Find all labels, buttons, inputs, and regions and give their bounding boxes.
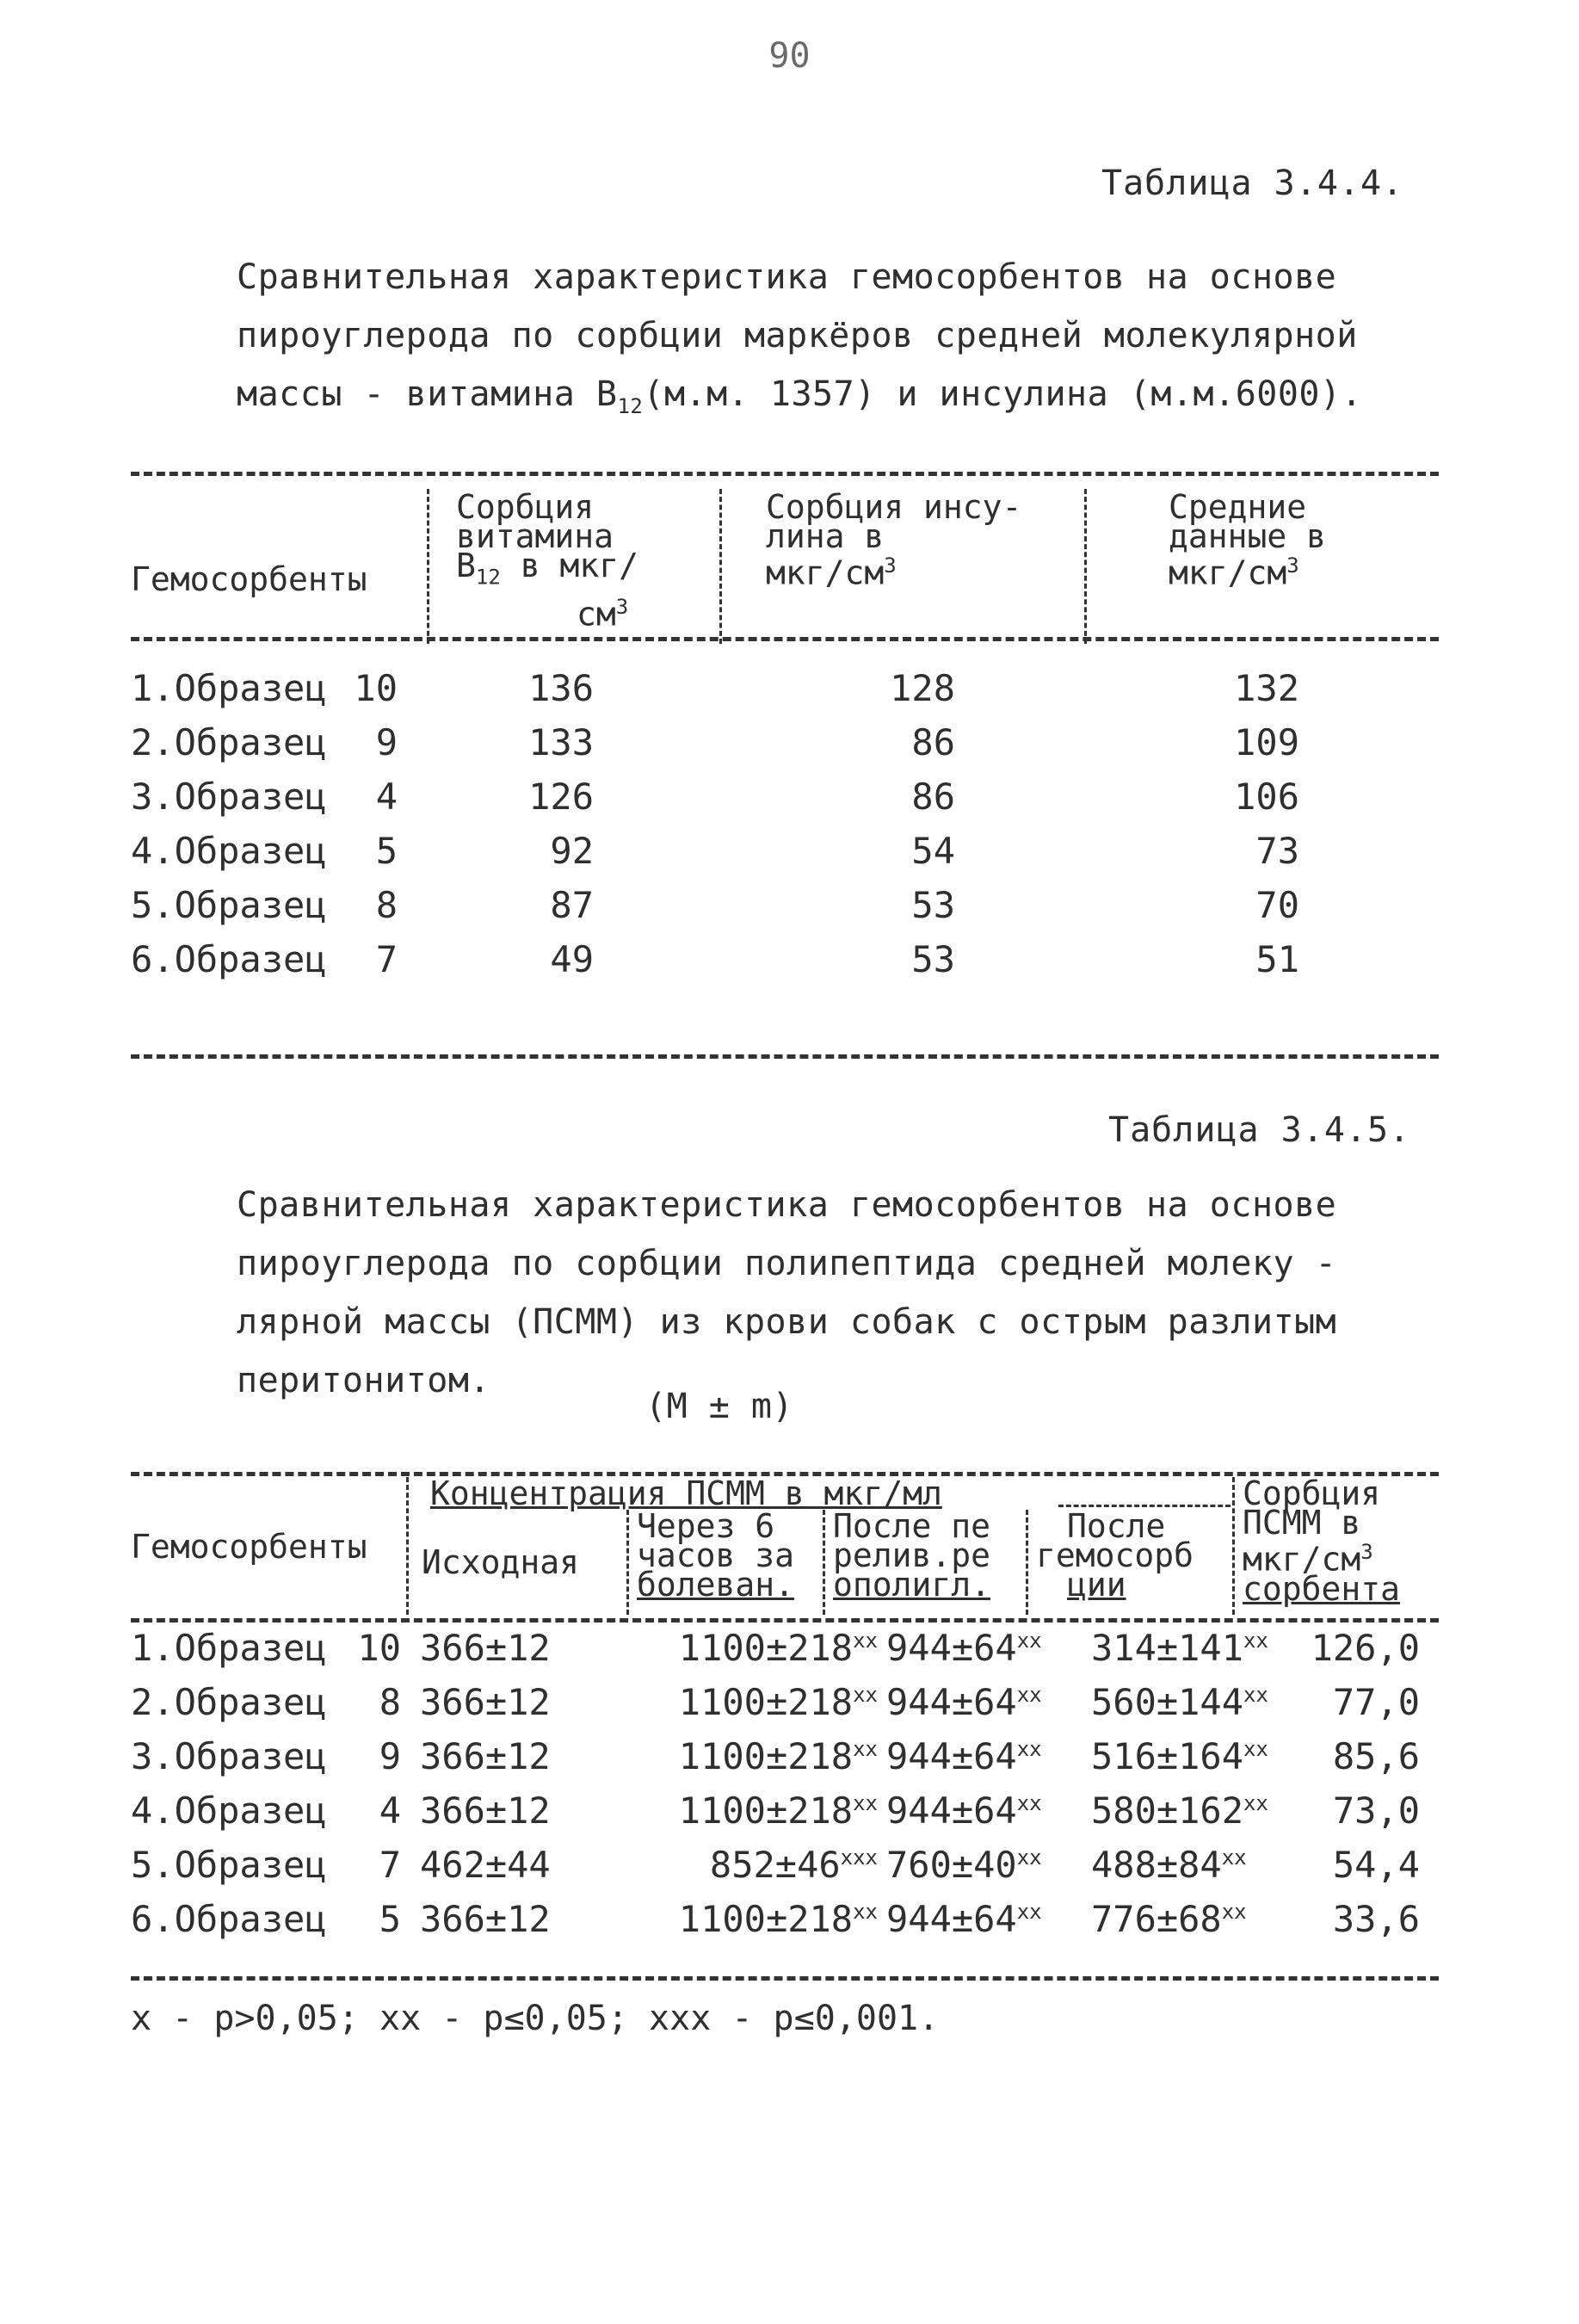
cell-after-reopoly xyxy=(886,1681,1042,1723)
row-sample-number xyxy=(344,1898,401,1940)
cell-sorption-text: 33,6 xyxy=(1332,1898,1420,1940)
cell-after-hemosorption xyxy=(1091,1681,1268,1723)
cell-after-6h xyxy=(602,1844,878,1886)
cell-mean xyxy=(1187,830,1299,872)
cell-after-6h xyxy=(602,1627,878,1669)
cell-initial-text: 366±12 xyxy=(420,1627,551,1669)
header-text: мкг/см xyxy=(766,553,885,592)
cell-after-hemosorption-text: 560±144 xyxy=(1091,1681,1244,1723)
row-sample-number-text: 10 xyxy=(357,1627,401,1669)
cell-after-6h-text: 1100±218 xyxy=(678,1898,854,1940)
cell-after-6h-significance: xxx xyxy=(840,1845,878,1870)
header-line: сорбента xyxy=(1243,1569,1401,1608)
table2-formula: (M ± m) xyxy=(645,1387,794,1426)
table2-label: Таблица 3.4.5. xyxy=(1108,1110,1411,1150)
caption-line: лярной массы (ПСММ) из крови собак с острым разлитым xyxy=(237,1302,1337,1342)
table2-bottom-rule xyxy=(131,1976,1439,1981)
cell-after-6h-significance: xx xyxy=(853,1683,878,1707)
header-line: часов за xyxy=(637,1536,795,1574)
table1-caption xyxy=(237,248,1362,436)
row-sample-name-text: 4.Образец xyxy=(131,1789,327,1832)
cell-vitamin-sorption xyxy=(482,884,594,926)
table2-header-initial: Исходная xyxy=(422,1543,580,1581)
header-line: ПСММ в xyxy=(1243,1504,1361,1542)
cell-after-hemosorption-text: 314±141 xyxy=(1091,1627,1244,1669)
cell-mean xyxy=(1187,667,1299,709)
column-divider xyxy=(1084,489,1087,644)
row-sample-number-text: 9 xyxy=(375,721,398,763)
table2-caption xyxy=(237,1176,1336,1410)
cell-after-reopoly-significance: xx xyxy=(1016,1900,1042,1924)
cell-after-6h-text: 1100±218 xyxy=(678,1627,854,1669)
header-text: мкг/см xyxy=(1243,1540,1361,1579)
cell-mean-text: 109 xyxy=(1234,721,1299,763)
row-sample-number-text: 4 xyxy=(379,1789,401,1832)
cell-vitamin-sorption xyxy=(482,938,594,980)
row-sample-number-text: 8 xyxy=(379,1681,401,1723)
row-sample-number-text: 8 xyxy=(375,884,398,926)
cell-after-6h xyxy=(602,1789,878,1832)
row-sample-name-text: 1.Образец xyxy=(131,667,327,709)
table1-label: Таблица 3.4.4. xyxy=(1101,164,1404,203)
caption-line: пироуглерода по сорбции полипептида средней молеку - xyxy=(237,1244,1337,1283)
cell-after-6h-significance: xx xyxy=(853,1737,878,1761)
header-line: ции xyxy=(1067,1566,1126,1604)
header-line: витамина xyxy=(456,517,614,555)
header-superscript: 3 xyxy=(1286,553,1299,578)
cell-after-reopoly xyxy=(886,1627,1042,1669)
row-sample-name xyxy=(131,667,327,709)
row-sample-number xyxy=(344,1844,401,1886)
column-divider xyxy=(1232,1477,1235,1615)
caption-text: (м.м. 1357) и инсулина (м.м.6000). xyxy=(643,374,1363,414)
cell-mean xyxy=(1187,721,1299,763)
header-line: Сорбция инсу- xyxy=(766,488,1022,526)
header-line: После xyxy=(1067,1507,1166,1545)
cell-insulin-sorption-text: 128 xyxy=(890,667,955,709)
cell-after-hemosorption-text: 516±164 xyxy=(1091,1735,1244,1777)
header-line: гемосорб xyxy=(1036,1536,1194,1574)
row-sample-number xyxy=(344,1681,401,1723)
cell-after-hemosorption-significance: xx xyxy=(1243,1737,1268,1761)
header-superscript: 3 xyxy=(1360,1540,1373,1564)
header-line: После пе xyxy=(833,1507,991,1545)
cell-vitamin-sorption-text: 133 xyxy=(528,721,594,763)
row-sample-name-text: 5.Образец xyxy=(131,1844,327,1886)
row-sample-name-text: 5.Образец xyxy=(131,884,327,926)
column-divider xyxy=(823,1510,825,1615)
header-line: Сорбция xyxy=(456,488,595,526)
cell-sorption-text: 77,0 xyxy=(1332,1681,1420,1723)
table2-header-sorption xyxy=(1243,1474,1401,1608)
header-line: Сорбция xyxy=(1243,1474,1381,1512)
cell-after-reopoly-text: 944±64 xyxy=(886,1627,1017,1669)
header-line: Средние xyxy=(1169,488,1307,526)
table2-header-reopoly xyxy=(833,1507,991,1604)
cell-after-hemosorption-text: 580±162 xyxy=(1091,1789,1244,1832)
row-sample-number-text: 5 xyxy=(379,1898,401,1940)
caption-line: перитонитом. xyxy=(237,1361,490,1400)
cell-sorption-text: 126,0 xyxy=(1311,1627,1420,1669)
cell-initial xyxy=(420,1898,551,1940)
cell-sorption xyxy=(1291,1627,1420,1669)
cell-initial xyxy=(420,1844,551,1886)
cell-vitamin-sorption-text: 126 xyxy=(528,776,594,818)
header-line xyxy=(1243,1537,1400,1579)
cell-insulin-sorption-text: 54 xyxy=(911,830,955,872)
cell-initial-text: 366±12 xyxy=(420,1789,551,1832)
row-sample-name xyxy=(131,776,327,818)
row-sample-name xyxy=(131,1735,327,1777)
cell-insulin-sorption-text: 53 xyxy=(911,938,955,980)
cell-after-hemosorption xyxy=(1091,1735,1268,1777)
cell-mean-text: 106 xyxy=(1234,776,1299,818)
cell-vitamin-sorption-text: 136 xyxy=(528,667,594,709)
row-sample-name-text: 2.Образец xyxy=(131,1681,327,1723)
table2-header-group: Концентрация ПСММ в мкг/мл xyxy=(430,1474,942,1512)
header-superscript: 3 xyxy=(615,594,629,619)
row-sample-name xyxy=(131,1627,327,1669)
cell-insulin-sorption-text: 86 xyxy=(911,776,955,818)
cell-sorption xyxy=(1291,1898,1420,1940)
cell-insulin-sorption-text: 53 xyxy=(911,884,955,926)
cell-after-6h xyxy=(602,1898,878,1940)
row-sample-number xyxy=(344,1789,401,1832)
header-line xyxy=(456,547,638,592)
header-line: лина в xyxy=(766,517,885,555)
cell-sorption-text: 73,0 xyxy=(1332,1789,1420,1832)
cell-vitamin-sorption-text: 49 xyxy=(550,938,594,980)
table1-bottom-rule xyxy=(131,1054,1439,1059)
row-sample-number-text: 4 xyxy=(375,776,398,818)
row-sample-number-text: 7 xyxy=(375,938,398,980)
row-sample-number-text: 10 xyxy=(354,667,398,709)
caption-line xyxy=(237,365,1362,436)
cell-after-6h-significance: xx xyxy=(853,1791,878,1815)
cell-initial xyxy=(420,1681,551,1723)
row-sample-name-text: 3.Образец xyxy=(131,776,327,818)
caption-line: пироуглерода по сорбции маркёров средней молекулярной xyxy=(237,316,1358,355)
row-sample-name xyxy=(131,830,327,872)
cell-mean-text: 73 xyxy=(1255,830,1299,872)
row-sample-number xyxy=(336,884,398,926)
cell-vitamin-sorption xyxy=(482,721,594,763)
cell-after-hemosorption-text: 488±84 xyxy=(1091,1844,1222,1886)
table1-top-rule xyxy=(131,472,1439,476)
column-divider xyxy=(406,1477,409,1615)
cell-after-hemosorption xyxy=(1091,1898,1247,1940)
column-divider xyxy=(719,489,722,644)
cell-sorption xyxy=(1291,1735,1420,1777)
cell-initial-text: 366±12 xyxy=(420,1735,551,1777)
cell-vitamin-sorption xyxy=(482,667,594,709)
cell-sorption-text: 54,4 xyxy=(1332,1844,1420,1886)
header-line: Через 6 xyxy=(637,1507,775,1545)
cell-vitamin-sorption xyxy=(482,776,594,818)
column-divider xyxy=(427,489,429,644)
cell-insulin-sorption xyxy=(843,884,955,926)
row-sample-number xyxy=(336,830,398,872)
cell-after-hemosorption xyxy=(1091,1627,1268,1669)
row-sample-name xyxy=(131,1844,327,1886)
cell-initial-text: 366±12 xyxy=(420,1681,551,1723)
row-sample-name-text: 3.Образец xyxy=(131,1735,327,1777)
row-sample-number xyxy=(336,667,398,709)
cell-after-6h-text: 1100±218 xyxy=(678,1789,854,1832)
cell-after-6h-text: 1100±218 xyxy=(678,1735,854,1777)
row-sample-name-text: 2.Образец xyxy=(131,721,327,763)
cell-after-hemosorption-significance: xx xyxy=(1243,1683,1268,1707)
cell-after-6h-text: 1100±218 xyxy=(678,1681,854,1723)
row-sample-number-text: 9 xyxy=(379,1735,401,1777)
cell-after-6h xyxy=(602,1681,878,1723)
table1-header-col4 xyxy=(1169,488,1327,592)
header-text: см xyxy=(577,595,616,634)
cell-after-reopoly-text: 944±64 xyxy=(886,1898,1017,1940)
cell-mean xyxy=(1187,884,1299,926)
caption-subscript: 12 xyxy=(617,394,644,418)
cell-after-hemosorption-text: 776±68 xyxy=(1091,1898,1222,1940)
header-line xyxy=(766,551,1021,592)
row-sample-number xyxy=(336,938,398,980)
cell-sorption-text: 85,6 xyxy=(1332,1735,1420,1777)
cell-sorption xyxy=(1291,1681,1420,1723)
table1-header-col2 xyxy=(456,488,638,634)
cell-after-reopoly-text: 944±64 xyxy=(886,1735,1017,1777)
header-line xyxy=(1169,551,1326,592)
cell-sorption xyxy=(1291,1789,1420,1832)
row-sample-number-text: 7 xyxy=(379,1844,401,1886)
cell-vitamin-sorption-text: 87 xyxy=(550,884,594,926)
cell-after-reopoly-significance: xx xyxy=(1016,1629,1042,1653)
header-subscript: 12 xyxy=(475,565,501,590)
cell-insulin-sorption xyxy=(843,667,955,709)
cell-after-reopoly xyxy=(886,1898,1042,1940)
row-sample-name-text: 6.Образец xyxy=(131,938,327,980)
cell-initial xyxy=(420,1789,551,1832)
cell-insulin-sorption xyxy=(843,721,955,763)
cell-after-6h-significance: xx xyxy=(853,1900,878,1924)
cell-after-hemosorption-significance: xx xyxy=(1221,1900,1247,1924)
cell-after-hemosorption xyxy=(1091,1789,1268,1832)
header-line: данные в xyxy=(1169,517,1327,555)
row-sample-name-text: 4.Образец xyxy=(131,830,327,872)
row-sample-name xyxy=(131,938,327,980)
cell-insulin-sorption xyxy=(843,938,955,980)
row-sample-name xyxy=(131,1789,327,1832)
row-sample-number xyxy=(344,1627,401,1669)
cell-after-hemosorption xyxy=(1091,1844,1247,1886)
caption-line: Сравнительная характеристика гемосорбентов на основе xyxy=(237,1185,1337,1225)
cell-initial-text: 366±12 xyxy=(420,1898,551,1940)
cell-vitamin-sorption-text: 92 xyxy=(550,830,594,872)
row-sample-name xyxy=(131,721,327,763)
header-line: болеван. xyxy=(637,1566,795,1604)
table1-header-rule xyxy=(131,637,1439,641)
cell-after-reopoly-text: 944±64 xyxy=(886,1789,1017,1832)
cell-after-hemosorption-significance: xx xyxy=(1221,1845,1247,1870)
row-sample-number xyxy=(336,721,398,763)
cell-insulin-sorption xyxy=(843,776,955,818)
cell-after-6h xyxy=(602,1735,878,1777)
page-number: 90 xyxy=(768,36,811,76)
header-superscript: 3 xyxy=(884,553,897,578)
header-line: ополигл. xyxy=(833,1566,991,1604)
cell-after-reopoly-significance: xx xyxy=(1016,1791,1042,1815)
row-sample-name xyxy=(131,1681,327,1723)
cell-after-6h-significance: xx xyxy=(853,1629,878,1653)
cell-mean-text: 51 xyxy=(1255,938,1299,980)
table2-header-col1: Гемосорбенты xyxy=(131,1528,367,1566)
header-text: мкг/см xyxy=(1169,553,1287,592)
row-sample-number xyxy=(344,1735,401,1777)
cell-mean xyxy=(1187,776,1299,818)
caption-line: Сравнительная характеристика гемосорбентов на основе xyxy=(237,257,1337,297)
cell-sorption xyxy=(1291,1844,1420,1886)
column-divider xyxy=(1026,1510,1028,1615)
cell-after-hemosorption-significance: xx xyxy=(1243,1791,1268,1815)
cell-after-reopoly xyxy=(886,1735,1042,1777)
cell-after-reopoly-significance: xx xyxy=(1016,1845,1042,1870)
cell-after-hemosorption-significance: xx xyxy=(1243,1629,1268,1653)
table2-header-after6 xyxy=(637,1507,795,1604)
cell-initial xyxy=(420,1627,551,1669)
cell-mean xyxy=(1187,938,1299,980)
cell-insulin-sorption xyxy=(843,830,955,872)
cell-after-reopoly xyxy=(886,1789,1042,1832)
column-divider xyxy=(626,1510,629,1615)
caption-text: массы - витамина B xyxy=(237,374,618,414)
cell-after-reopoly-significance: xx xyxy=(1016,1683,1042,1707)
header-text: B xyxy=(456,547,476,584)
row-sample-name xyxy=(131,884,327,926)
row-sample-name xyxy=(131,1898,327,1940)
header-line: релив.ре xyxy=(833,1536,991,1574)
table2-header-hemo xyxy=(1036,1507,1194,1604)
cell-after-reopoly xyxy=(886,1844,1042,1886)
table2-header-rule xyxy=(131,1618,1439,1622)
header-line xyxy=(456,592,638,634)
table1-header-col3 xyxy=(766,488,1022,592)
row-sample-number xyxy=(336,776,398,818)
row-sample-name-text: 1.Образец xyxy=(131,1627,327,1669)
cell-vitamin-sorption xyxy=(482,830,594,872)
cell-after-reopoly-text: 944±64 xyxy=(886,1681,1017,1723)
cell-initial xyxy=(420,1735,551,1777)
table2-footnote: x - p>0,05; xx - p≤0,05; xxx - p≤0,001. xyxy=(131,1999,940,2038)
row-sample-name-text: 6.Образец xyxy=(131,1898,327,1940)
table1-header-col1: Гемосорбенты xyxy=(131,560,367,598)
cell-after-6h-text: 852±46 xyxy=(709,1844,841,1886)
cell-after-reopoly-text: 760±40 xyxy=(886,1844,1017,1886)
header-text: в мкг/ xyxy=(520,547,638,584)
cell-mean-text: 132 xyxy=(1234,667,1299,709)
cell-mean-text: 70 xyxy=(1255,884,1299,926)
cell-after-reopoly-significance: xx xyxy=(1016,1737,1042,1761)
cell-insulin-sorption-text: 86 xyxy=(911,721,955,763)
row-sample-number-text: 5 xyxy=(375,830,398,872)
cell-initial-text: 462±44 xyxy=(420,1844,551,1886)
